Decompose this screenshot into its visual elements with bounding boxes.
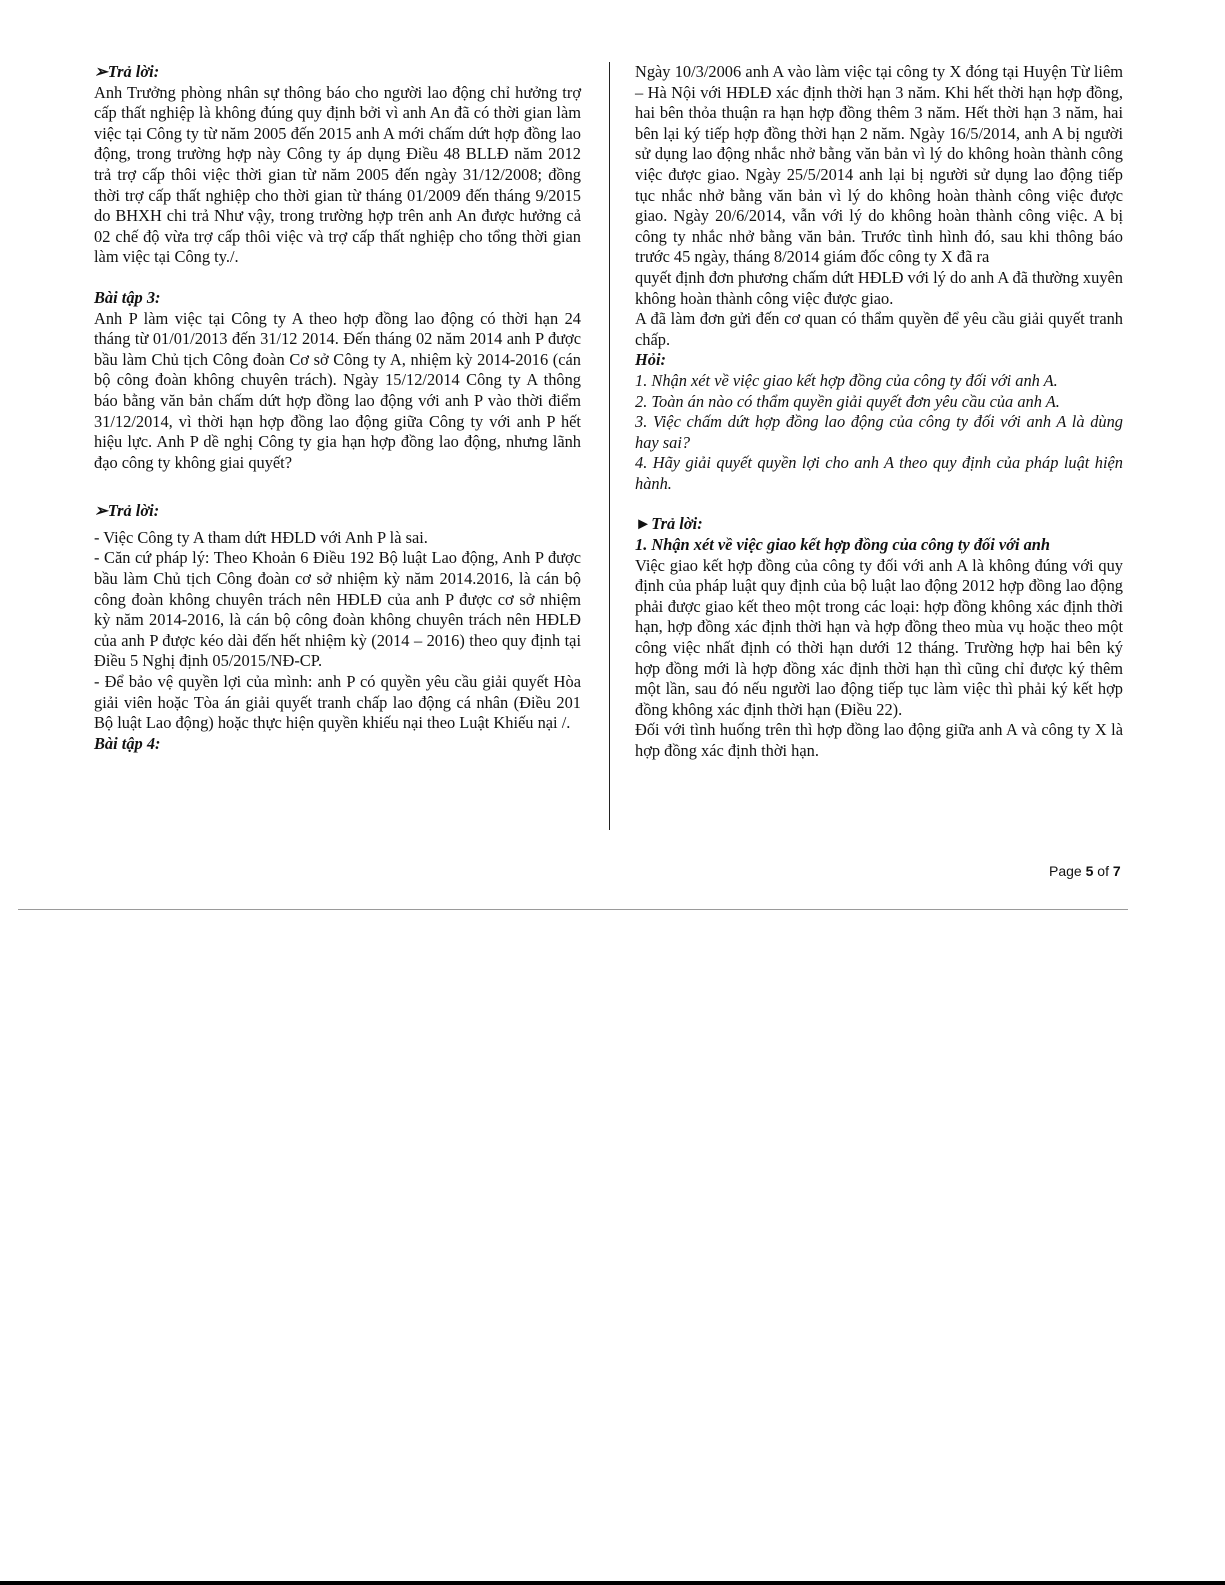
answer-2-line-1: - Việc Công ty A tham dứt HĐLD với Anh P là sai.: [94, 527, 428, 547]
question-item: 1. Nhận xét về việc giao kết hợp đồng của công ty đối với anh A.: [635, 370, 1058, 390]
answer-paragraph: Anh Trưởng phòng nhân sự thông báo cho người lao động chỉ hưởng trợ cấp thất nghiệp là không đúng quy định bởi vì anh An đã có thời gian làm việc tại Công ty từ năm 2005 đến 2015 anh A mới chấm dứt hợp đồng lao động, trong trường hợp này Công ty áp dụng Điều 48 BLLĐ năm 2012 trả trợ cấp thôi việc thời gian từ năm 2005 đến ngày 31/12/2008; đồng thời trợ cấp thất nghiệp cho thời gian từ tháng 01/2009 đến tháng 9/2015 do BHXH chi trả Như vậy, trong trường hợp trên anh An được hưởng cả 02 chế độ vừa trợ cấp thôi việc và trợ cấp thất nghiệp cho tổng thời gian làm việc tại Công ty./.: [94, 82, 581, 267]
question-item: 3. Việc chấm dứt hợp đồng lao động của công ty đối với anh A là dùng hay sai?: [635, 412, 1123, 452]
answer-paragraph-right-1: Việc giao kết hợp đồng của công ty đối với anh A là không đúng với quy định của pháp luật quy định của bộ luật lao động 2012 hợp đồng lao động phải được giao kết theo một trong các loại: hợp đồng không xác định thời hạn, hợp đồng xác định thời hạn và hợp đồng theo mùa vụ hoặc theo một công việc nhất định có thời hạn dưới 12 tháng. Trường hợp hai bên ký hợp đồng mới là hợp đồng xác định thời hạn thì cũng chỉ được ký thêm một lần, sau đó nếu người lao động tiếp tục làm việc thì phải ký kết hợp đồng không xác định thời hạn (Điều 22).: [635, 555, 1123, 719]
case-paragraph-3: A đã làm đơn gửi đến cơ quan có thẩm quyền để yêu cầu giải quyết tranh chấp.: [635, 309, 1123, 349]
questions-heading: Hỏi:: [635, 350, 666, 370]
column-divider: [609, 62, 610, 830]
exercise-3-heading: Bài tập 3:: [94, 287, 161, 307]
answer-2-line-2: - Căn cứ pháp lý: Theo Khoản 6 Điều 192 Bộ luật Lao động, Anh P được bầu làm Chủ tịch Công đoàn cơ sở nhiệm kỳ năm 2014.2016, là cán bộ công đoàn không chuyên trách nên HĐLĐ của anh P được cơ sở nhiệm kỳ năm 2014-2016, là cán bộ công đoàn không chuyên trách nên HĐLĐ của anh P được kéo dài đến hết nhiệm kỳ (2014 – 2016) theo quy định tại Điều 5 Nghị định 05/2015/NĐ-CP.: [94, 548, 581, 671]
page-separator-line: [18, 909, 1128, 910]
page-label: Page: [1049, 863, 1082, 879]
of-label: of: [1097, 863, 1109, 879]
question-item: 2. Toàn án nào có thẩm quyền giải quyết đơn yêu cầu của anh A.: [635, 391, 1060, 411]
exercise-3-paragraph: Anh P làm việc tại Công ty A theo hợp đồng lao động có thời hạn 24 tháng từ 01/01/2013 đến 31/12 2014. Đến tháng 02 năm 2014 anh P được bầu làm Chủ tịch Công đoàn Cơ sở Công ty A, nhiệm kỳ 2014-2016 (cán bộ công đoàn không chuyên trách). Ngày 15/12/2014 Công ty A thông báo bằng văn bản chấm dứt hợp đồng lao động với anh P vào thời điểm 31/12/2014, vì thời hạn hợp đồng lao động giữa Công ty với anh P hết hiệu lực. Anh P dề nghị Công ty gia hạn hợp đồng lao động, nhưng lãnh đạo công ty không giai quyết?: [94, 308, 581, 472]
answer-subheading: 1. Nhận xét về việc giao kết hợp đồng của công ty đối với anh: [635, 535, 1051, 555]
page-total: 7: [1112, 863, 1121, 879]
answer-paragraph-right-2: Đối với tình huống trên thì hợp đồng lao động giữa anh A và công ty X là hợp đồng xác định thời hạn.: [635, 720, 1123, 760]
left-column: [94, 62, 581, 754]
answer-2-line-3: - Để bảo vệ quyền lợi của mình: anh P có quyền yêu cầu giải quyết Hòa giải viên hoặc Tòa án giải quyết tranh chấp lao động cá nhân (Điều 201 Bộ luật Lao động) hoặc thực hiện quyền khiếu nại theo Luật Khiếu nại /.: [94, 672, 581, 733]
case-paragraph-2: quyết định đơn phương chấm dứt HĐLĐ với lý do anh A đã thường xuyên không hoàn thành công việc được giao.: [635, 267, 1123, 308]
answer-heading-right: ►Trả lời:: [635, 514, 703, 534]
answer-heading: ➢Trả lời:: [94, 62, 160, 81]
exercise-4-heading: Bài tập 4:: [94, 733, 161, 753]
right-column: [635, 62, 1123, 762]
case-paragraph-1: Ngày 10/3/2006 anh A vào làm việc tại công ty X đóng tại Huyện Từ liêm – Hà Nội với HĐLĐ xác định thời hạn 3 năm. Khi hết thời hạn hợp đồng, hai bên thỏa thuận ra hạn hợp đồng thêm 3 năm. Hết thời hạn 3 năm, hai bên lại ký tiếp hợp đồng thời hạn 2 năm. Ngày 16/5/2014, anh A bị người sử dụng lao động nhắc nhở bằng văn bản vì lý do không hoàn thành công việc được giao. Ngày 25/5/2014 anh lại bị người sử dụng lao động tiếp tục nhắc nhở bằng văn bản vì lý do không hoàn thành công việc được giao. Ngày 20/6/2014, vẫn với lý do không hoàn thành công việc. A bị công ty nhắc nhở bằng văn bản. Trước tình hình đó, sau khi thông báo trước 45 ngày, tháng 8/2014 giám đốc công ty X đã ra: [635, 62, 1123, 267]
page-number: 5: [1085, 863, 1094, 879]
question-item: 4. Hãy giải quyết quyền lợi cho anh A theo quy định của pháp luật hiện hành.: [635, 453, 1123, 493]
bottom-edge-bar: [0, 1581, 1225, 1585]
answer-heading-2: ➢Trả lời:: [94, 501, 160, 521]
page-number-footer: [1049, 863, 1121, 879]
